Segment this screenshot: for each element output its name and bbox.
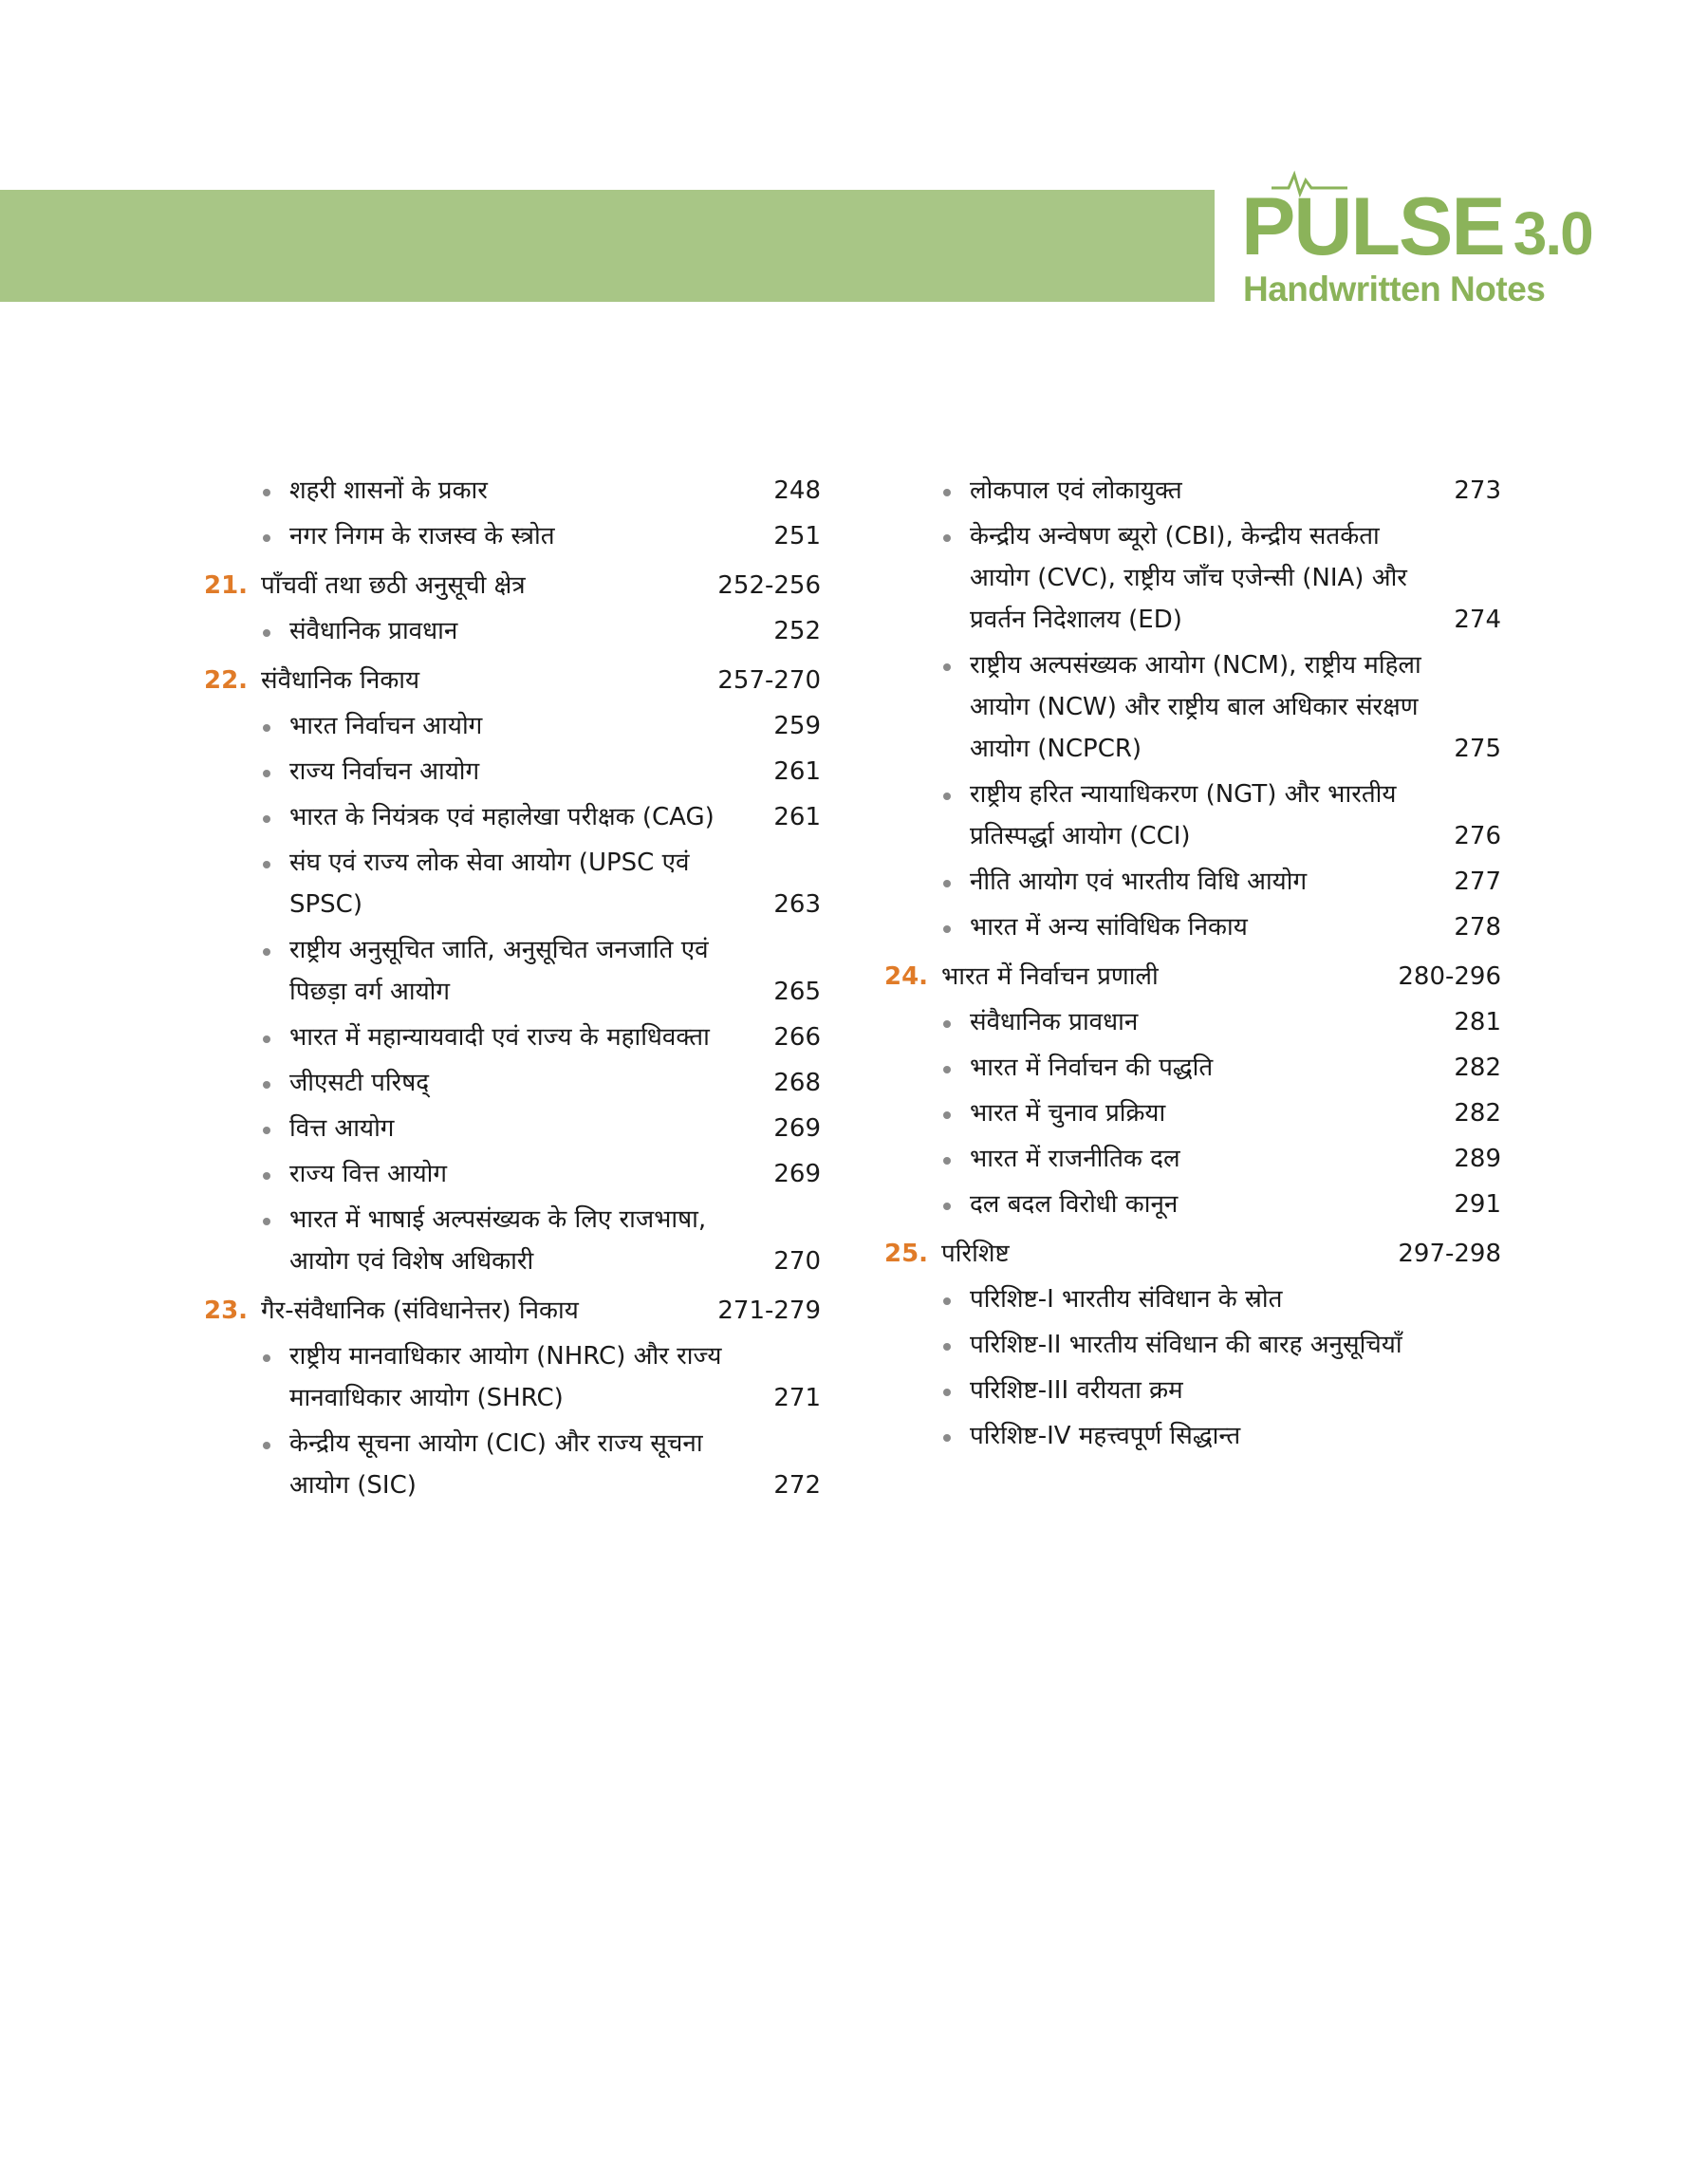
page-number: 248 bbox=[773, 476, 821, 505]
toc-entry-title: परिशिष्ट-IV महत्त्वपूर्ण सिद्धान्त bbox=[970, 1422, 1241, 1450]
bullet-icon bbox=[943, 1066, 951, 1073]
toc-item bbox=[204, 842, 821, 925]
toc-item bbox=[884, 644, 1501, 770]
page-number: 261 bbox=[773, 757, 821, 786]
page-number: 257-270 bbox=[717, 666, 821, 695]
page-number: 266 bbox=[773, 1023, 821, 1052]
page-number: 252 bbox=[773, 617, 821, 645]
toc-entry-title: राष्ट्रीय हरित न्यायाधिकरण (NGT) और भारतीय प्रतिस्पर्द्धा आयोग (CCI) bbox=[970, 780, 1397, 850]
bullet-icon bbox=[943, 1203, 951, 1210]
toc-right-column bbox=[884, 470, 1501, 1461]
page-number: 271-279 bbox=[717, 1297, 821, 1325]
page-number: 282 bbox=[1454, 1054, 1501, 1082]
brand-name: PULSE bbox=[1241, 181, 1504, 272]
toc-entry-title: परिशिष्ट-II भारतीय संविधान की बारह अनुसूचियाँ bbox=[970, 1331, 1402, 1359]
bullet-icon bbox=[943, 1297, 951, 1305]
toc-entry-title: भारत में अन्य सांविधिक निकाय bbox=[970, 913, 1248, 942]
toc-entry-title: भारत में चुनाव प्रक्रिया bbox=[970, 1099, 1166, 1128]
bullet-icon bbox=[263, 1081, 270, 1089]
bullet-icon bbox=[263, 489, 270, 496]
toc-chapter bbox=[204, 565, 821, 606]
toc-item bbox=[204, 796, 821, 838]
toc-chapter bbox=[884, 956, 1501, 998]
toc-item bbox=[884, 1001, 1501, 1043]
toc-entry-title: संवैधानिक प्रावधान bbox=[970, 1008, 1139, 1036]
toc-entry-title: राज्य वित्त आयोग bbox=[289, 1160, 448, 1188]
toc-left-column bbox=[204, 470, 821, 1510]
bullet-icon bbox=[943, 880, 951, 887]
page-number: 278 bbox=[1454, 913, 1501, 942]
bullet-icon bbox=[943, 925, 951, 933]
page-number: 289 bbox=[1454, 1145, 1501, 1173]
toc-item bbox=[884, 1184, 1501, 1225]
page-number: 252-256 bbox=[717, 571, 821, 600]
toc-item bbox=[884, 1370, 1501, 1411]
toc-item bbox=[884, 906, 1501, 948]
bullet-icon bbox=[943, 793, 951, 800]
page-number: 281 bbox=[1454, 1008, 1501, 1036]
page-number: 291 bbox=[1454, 1190, 1501, 1219]
brand-version: 3.0 bbox=[1513, 199, 1592, 268]
toc-entry-title: जीएसटी परिषद् bbox=[289, 1069, 430, 1097]
page-number: 268 bbox=[773, 1069, 821, 1097]
toc-item bbox=[204, 929, 821, 1013]
toc-item bbox=[884, 1278, 1501, 1320]
toc-entry-title: भारत में महान्यायवादी एवं राज्य के महाधिवक्ता bbox=[289, 1023, 710, 1052]
page-number: 280-296 bbox=[1398, 962, 1501, 991]
toc-entry-title: गैर-संवैधानिक (संविधानेत्तर) निकाय bbox=[261, 1297, 579, 1325]
bullet-icon bbox=[943, 1111, 951, 1119]
toc-item bbox=[884, 470, 1501, 512]
toc-entry-title: दल बदल विरोधी कानून bbox=[970, 1190, 1179, 1219]
toc-item bbox=[884, 1092, 1501, 1134]
bullet-icon bbox=[263, 1127, 270, 1134]
toc-entry-title: राज्य निर्वाचन आयोग bbox=[289, 757, 480, 786]
bullet-icon bbox=[943, 489, 951, 496]
toc-entry-title: संघ एवं राज्य लोक सेवा आयोग (UPSC एवं SPSC) bbox=[289, 849, 690, 919]
toc-item bbox=[204, 1108, 821, 1149]
chapter-number: 23. bbox=[204, 1297, 249, 1325]
bullet-icon bbox=[943, 1389, 951, 1396]
toc-entry-title: परिशिष्ट-I भारतीय संविधान के स्रोत bbox=[970, 1285, 1283, 1314]
bullet-icon bbox=[263, 1354, 270, 1362]
bullet-icon bbox=[263, 534, 270, 542]
bullet-icon bbox=[263, 1172, 270, 1180]
bullet-icon bbox=[263, 948, 270, 956]
brand-logo bbox=[1234, 171, 1613, 313]
page-number: 272 bbox=[773, 1471, 821, 1500]
page-number: 274 bbox=[1454, 606, 1501, 634]
brand-tagline: Handwritten Notes bbox=[1243, 270, 1546, 308]
bullet-icon bbox=[943, 1157, 951, 1165]
toc-item bbox=[884, 515, 1501, 641]
toc-entry-title: राष्ट्रीय अनुसूचित जाति, अनुसूचित जनजाति एवं पिछड़ा वर्ग आयोग bbox=[289, 936, 709, 1006]
toc-item bbox=[884, 1324, 1501, 1366]
toc-entry-title: राष्ट्रीय अल्पसंख्यक आयोग (NCM), राष्ट्रीय महिला आयोग (NCW) और राष्ट्रीय बाल अधिकार संरक्षण आयोग (NCPCR) bbox=[970, 651, 1421, 763]
toc-item bbox=[884, 1138, 1501, 1180]
toc-chapter bbox=[204, 1290, 821, 1332]
page-number: 271 bbox=[773, 1384, 821, 1412]
bullet-icon bbox=[943, 534, 951, 542]
bullet-icon bbox=[263, 770, 270, 777]
toc-chapter bbox=[884, 1233, 1501, 1275]
page-number: 276 bbox=[1454, 822, 1501, 850]
toc-item bbox=[204, 705, 821, 747]
chapter-number: 22. bbox=[204, 666, 249, 695]
header-band bbox=[0, 190, 1215, 302]
toc-item bbox=[204, 1153, 821, 1195]
toc-entry-title: भारत के नियंत्रक एवं महालेखा परीक्षक (CAG) bbox=[289, 803, 715, 831]
toc-item bbox=[884, 861, 1501, 903]
toc-entry-title: राष्ट्रीय मानवाधिकार आयोग (NHRC) और राज्य मानवाधिकार आयोग (SHRC) bbox=[289, 1342, 722, 1412]
page-number: 263 bbox=[773, 890, 821, 919]
bullet-icon bbox=[263, 861, 270, 868]
toc-chapter bbox=[204, 660, 821, 701]
toc-item bbox=[884, 1415, 1501, 1457]
bullet-icon bbox=[263, 724, 270, 732]
toc-entry-title: केन्द्रीय सूचना आयोग (CIC) और राज्य सूचना आयोग (SIC) bbox=[289, 1429, 703, 1500]
page-number: 270 bbox=[773, 1247, 821, 1276]
toc-item bbox=[204, 1199, 821, 1282]
bullet-icon bbox=[943, 1434, 951, 1442]
toc-item bbox=[884, 1047, 1501, 1089]
toc-item bbox=[204, 751, 821, 793]
toc-item bbox=[204, 1017, 821, 1058]
chapter-number: 21. bbox=[204, 571, 249, 600]
bullet-icon bbox=[943, 663, 951, 671]
toc-entry-title: नीति आयोग एवं भारतीय विधि आयोग bbox=[970, 868, 1308, 896]
toc-entry-title: केन्द्रीय अन्वेषण ब्यूरो (CBI), केन्द्रीय सतर्कता आयोग (CVC), राष्ट्रीय जाँच एजेन्सी (NIA) और प्रवर्तन निदेशालय (ED) bbox=[970, 522, 1407, 634]
toc-entry-title: भारत में राजनीतिक दल bbox=[970, 1145, 1180, 1173]
toc-item bbox=[204, 610, 821, 652]
page-number: 265 bbox=[773, 978, 821, 1006]
toc-entry-title: वित्त आयोग bbox=[289, 1114, 395, 1143]
page-number: 282 bbox=[1454, 1099, 1501, 1128]
toc-entry-title: परिशिष्ट bbox=[941, 1240, 1010, 1268]
toc-entry-title: नगर निगम के राजस्व के स्त्रोत bbox=[289, 522, 555, 550]
toc-entry-title: शहरी शासनों के प्रकार bbox=[289, 476, 488, 505]
toc-item bbox=[204, 1423, 821, 1506]
page-number: 275 bbox=[1454, 735, 1501, 763]
bullet-icon bbox=[943, 1020, 951, 1028]
toc-entry-title: भारत में निर्वाचन की पद्धति bbox=[970, 1054, 1214, 1082]
bullet-icon bbox=[263, 1442, 270, 1449]
page-number: 251 bbox=[773, 522, 821, 550]
toc-entry-title: परिशिष्ट-III वरीयता क्रम bbox=[970, 1376, 1183, 1405]
page-number: 277 bbox=[1454, 868, 1501, 896]
bullet-icon bbox=[263, 629, 270, 637]
toc-entry-title: संवैधानिक प्रावधान bbox=[289, 617, 458, 645]
toc-entry-title: भारत में भाषाई अल्पसंख्यक के लिए राजभाषा, आयोग एवं विशेष अधिकारी bbox=[289, 1205, 707, 1276]
bullet-icon bbox=[263, 1036, 270, 1043]
page-number: 297-298 bbox=[1398, 1240, 1501, 1268]
page-number: 269 bbox=[773, 1160, 821, 1188]
page-number: 261 bbox=[773, 803, 821, 831]
toc-item bbox=[204, 1062, 821, 1104]
bullet-icon bbox=[943, 1343, 951, 1351]
toc-item bbox=[204, 515, 821, 557]
toc-entry-title: संवैधानिक निकाय bbox=[261, 666, 420, 695]
toc-entry-title: भारत में निर्वाचन प्रणाली bbox=[941, 962, 1159, 991]
toc-item bbox=[204, 470, 821, 512]
page-number: 269 bbox=[773, 1114, 821, 1143]
toc-entry-title: लोकपाल एवं लोकायुक्त bbox=[970, 476, 1182, 505]
brand-title bbox=[1241, 180, 1592, 274]
toc-entry-title: पाँचवीं तथा छठी अनुसूची क्षेत्र bbox=[261, 571, 526, 600]
bullet-icon bbox=[263, 1218, 270, 1225]
chapter-number: 25. bbox=[884, 1240, 929, 1268]
toc-item bbox=[884, 774, 1501, 857]
page-number: 273 bbox=[1454, 476, 1501, 505]
toc-item bbox=[204, 1335, 821, 1419]
chapter-number: 24. bbox=[884, 962, 929, 991]
page-number: 259 bbox=[773, 712, 821, 740]
toc-entry-title: भारत निर्वाचन आयोग bbox=[289, 712, 483, 740]
bullet-icon bbox=[263, 815, 270, 823]
